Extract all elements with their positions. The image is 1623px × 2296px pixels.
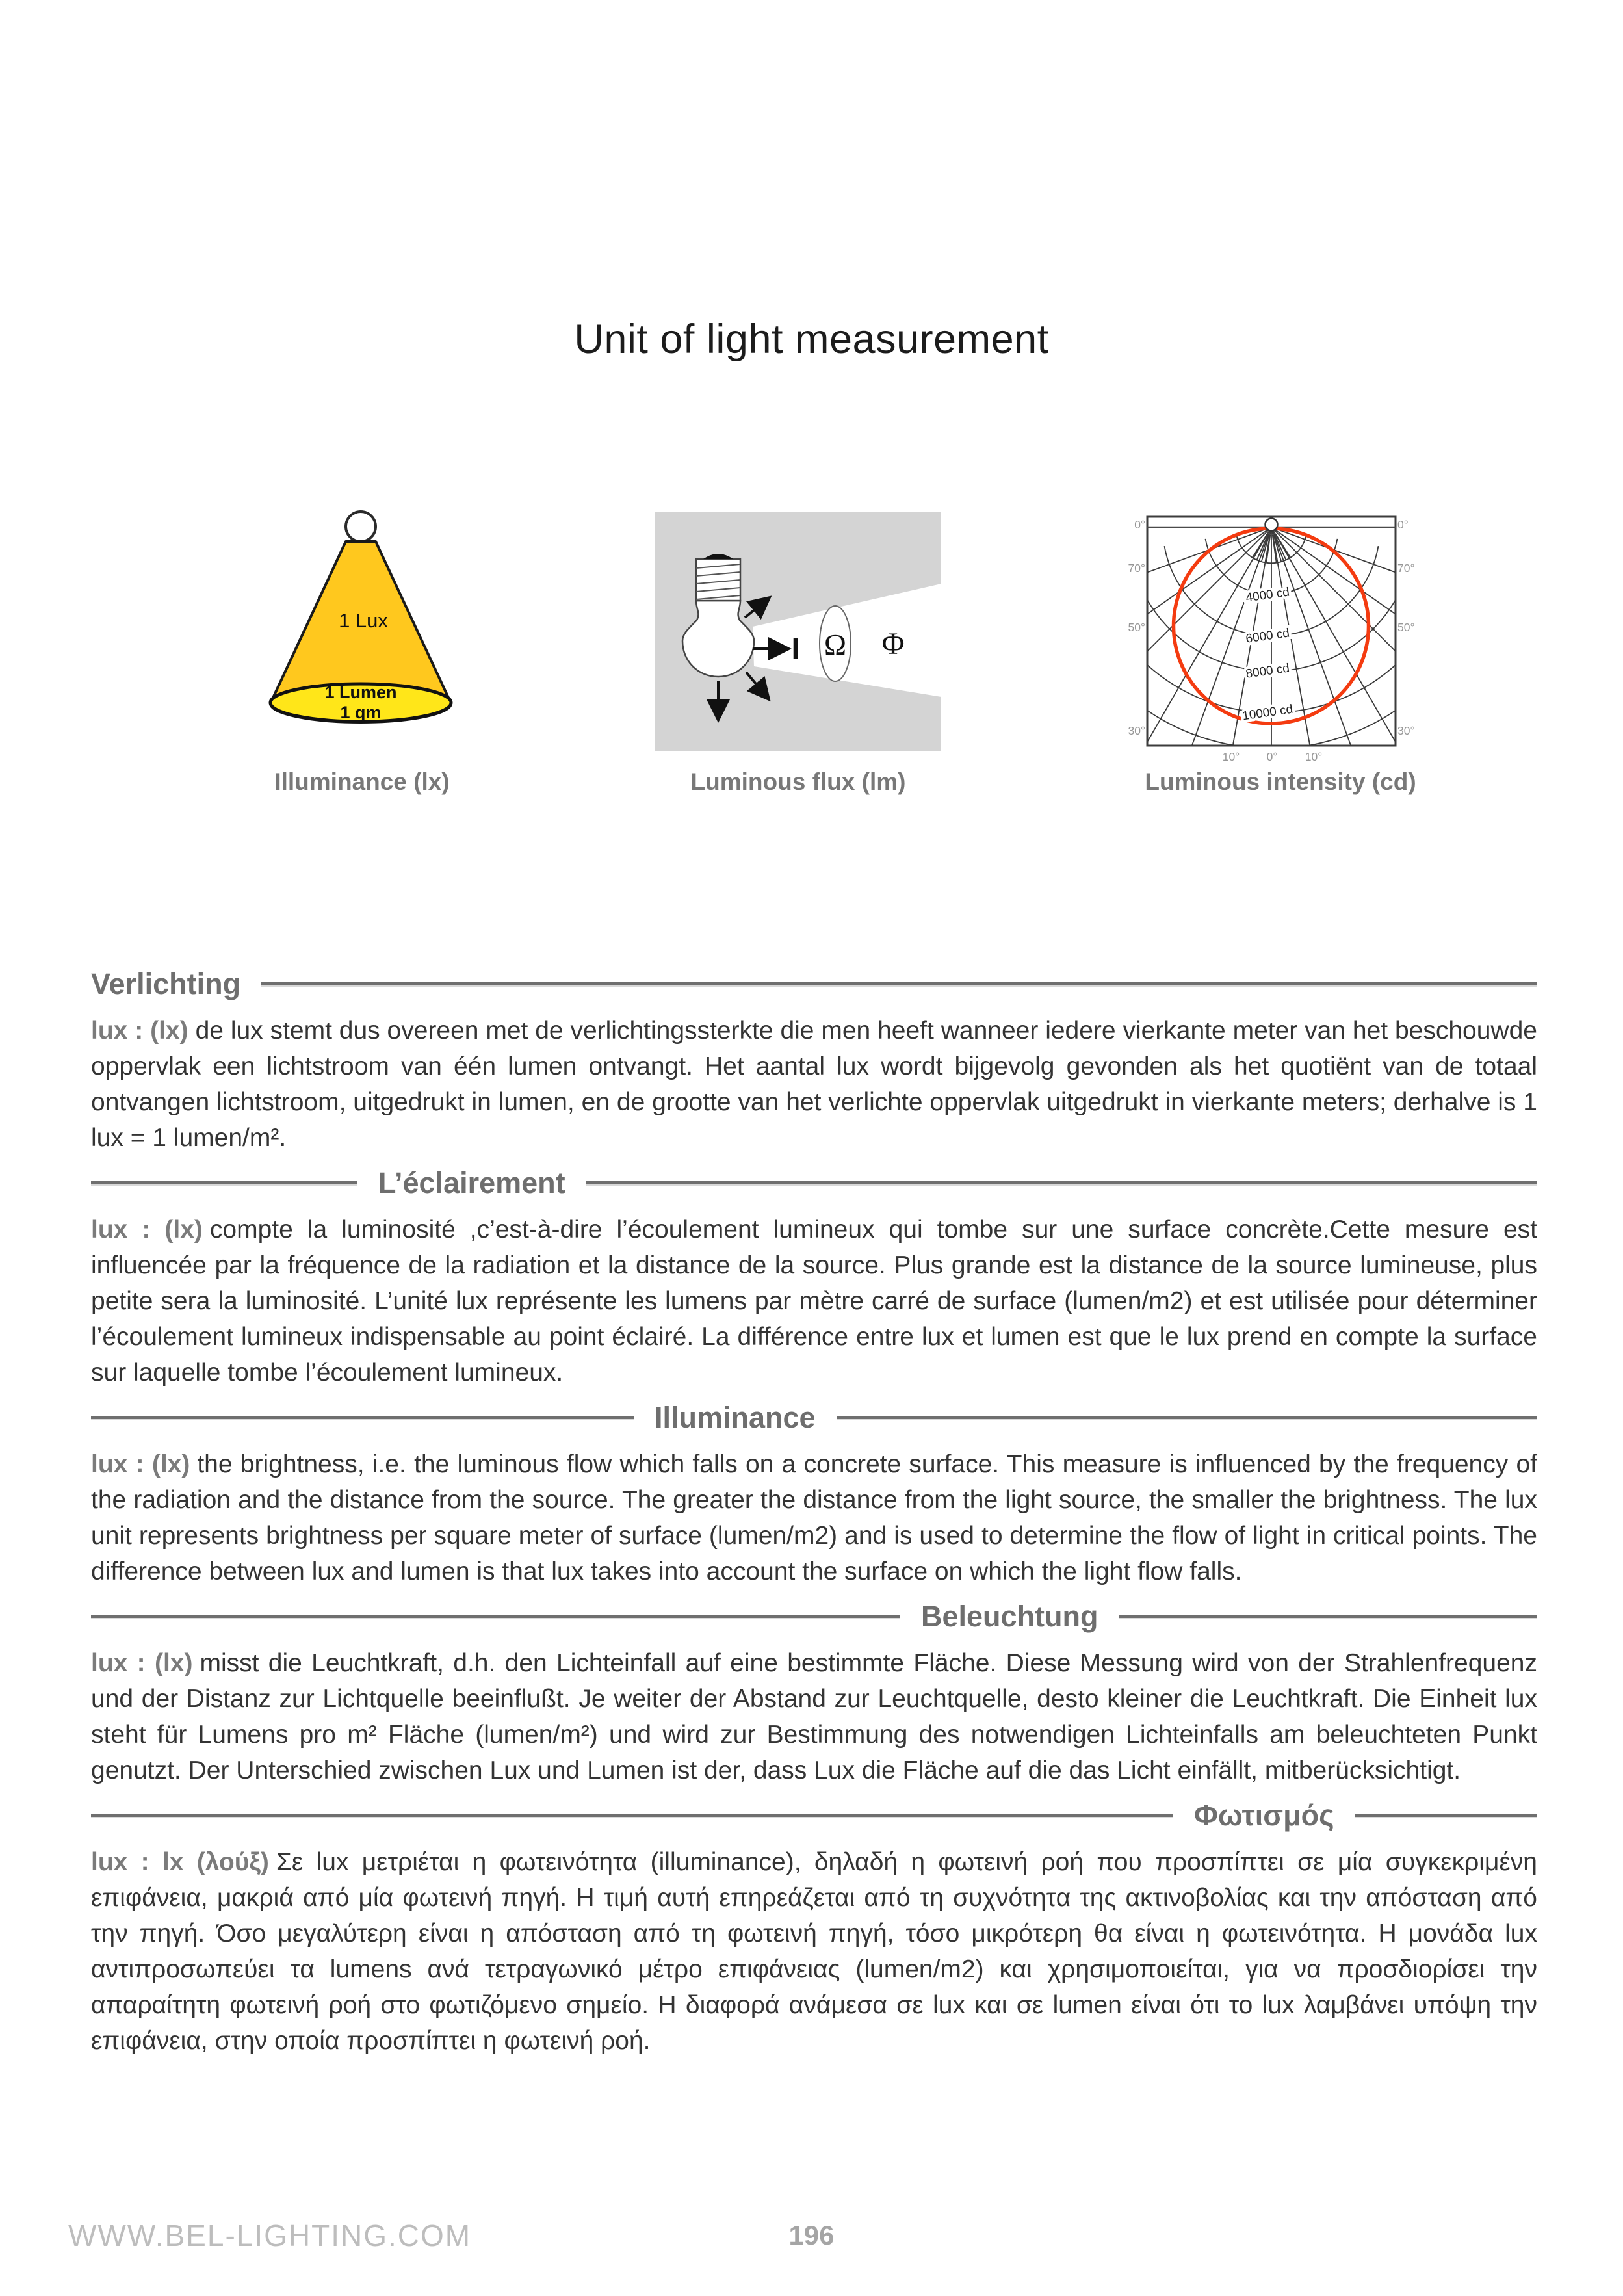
section-paragraph — [91, 1645, 1537, 1788]
lux-lead: lux : (lx) — [91, 1216, 203, 1244]
angle-right-70: 70° — [1397, 562, 1415, 575]
section-paragraph — [91, 1844, 1537, 2059]
section-body-text: Σε lux μετριέται η φωτεινότητα (illuminance), δηλαδή η φωτεινή ροή που προσπίπτει σε μία συγκεκριμένη επιφάνεια, μακριά από μία φωτεινή πηγή. Η τιμή αυτή επηρεάζεται από τη συχνότητα της ακτινοβολίας και την απόσταση από την πηγή. Όσο μεγαλύτερη είναι η απόσταση από τη φωτεινή πηγή, τόσο μικρότερη θα είναι η φωτεινότητα. Η μονάδα lux αντιπροσωπεύει τα lumens ανά τετραγωνικό μέτρο επιφάνειας (lumen/m2) και χρησιμοποιείται, για να προσδιορίσει την απαραίτητη φωτεινή ροή στο φωτιζόμενο σημείο. Η διαφορά ανάμεσα σε lux και σε lumen είναι ότι το lux λαμβάνει υπόψη την επιφάνεια, στην οποία προσπίπτει η φωτεινή ροή. — [91, 1848, 1537, 2055]
lux-lead: lux : lx (λούξ) — [91, 1848, 269, 1876]
section-heading-row — [91, 967, 1537, 1001]
section-heading-row — [91, 1799, 1537, 1833]
section-heading: Verlichting — [91, 967, 241, 1000]
angle-right-0: 0° — [1397, 518, 1409, 531]
heading-rule — [91, 1615, 900, 1619]
caption-luminous-intensity: Luminous intensity (cd) — [1145, 768, 1416, 795]
section-heading: Beleuchtung — [921, 1600, 1098, 1633]
luminous-flux-diagram — [655, 512, 941, 751]
section-paragraph — [91, 1446, 1537, 1589]
lux-lead: lux : (lx) — [91, 1450, 190, 1478]
section-body-text: misst die Leuchtkraft, d.h. den Lichteinfall auf eine bestimmte Fläche. Diese Messung wird von der Strahlenfrequenz und der Distanz zur Lichtquelle beeinflußt. Je weiter der Abstand zur Leuchtquelle, desto kleiner die Leuchtkraft. Die Einheit lux steht für Lumens pro m² Fläche (lumen/m²) und wird zur Bestimmung des notwendigen Lichteinfalls am beleuchteten Punkt genutzt. Der Unterschied zwischen Lux und Lumen ist der, dass Lux die Fläche auf die das Licht einfällt, mitberücksichtigt. — [91, 1649, 1537, 1784]
polar-intensity-diagram — [1108, 512, 1453, 785]
section-paragraph — [91, 1212, 1537, 1390]
angle-bottom-10r: 10° — [1305, 750, 1323, 763]
angle-left-70: 70° — [1128, 562, 1145, 575]
solid-angle-symbol: Ω — [824, 628, 847, 661]
section-german — [91, 1600, 1537, 1788]
angle-right-50: 50° — [1397, 621, 1415, 634]
heading-rule — [837, 1416, 1537, 1420]
angle-bottom-0: 0° — [1266, 750, 1278, 763]
intensity-symbol: I — [791, 632, 800, 666]
section-body-text: the brightness, i.e. the luminous flow which falls on a concrete surface. This measure is influenced by the frequency of the radiation and the distance from the source. The greater the distance from the light source, the smaller the brightness. The lux unit represents brightness per square meter of surface (lumen/m2) and is used to determine the flow of light in critical points. The difference between lux and lumen is that lux takes into account the surface on which the light flow falls. — [91, 1450, 1537, 1585]
section-french — [91, 1166, 1537, 1390]
ring-label-10000: 10000 cd — [1241, 702, 1294, 724]
flux-symbol: Φ — [881, 627, 905, 661]
base-label-lumen: 1 Lumen — [324, 683, 397, 702]
heading-rule — [586, 1181, 1537, 1186]
section-greek — [91, 1799, 1537, 2059]
caption-illuminance: Illuminance (lx) — [274, 768, 450, 795]
heading-rule — [1355, 1814, 1538, 1818]
definition-sections — [91, 967, 1537, 2069]
section-heading: L’éclairement — [378, 1166, 565, 1199]
base-label-qm: 1 qm — [340, 703, 382, 722]
figure-illuminance — [216, 509, 508, 821]
footer-page-number: 196 — [788, 2220, 835, 2250]
section-heading: Φωτισμός — [1194, 1799, 1334, 1832]
angle-left-30: 30° — [1128, 724, 1145, 737]
heading-rule — [91, 1416, 634, 1420]
heading-rule — [91, 1814, 1173, 1818]
figure-luminous-intensity — [1108, 509, 1453, 821]
section-paragraph — [91, 1013, 1537, 1156]
section-body-text: compte la luminosité ,c’est-à-dire l’écoulement lumineux qui tombe sur une surface concrète.Cette mesure est influencée par la fréquence de la radiation et la distance de la source. Plus grande est la distance de la source lumineuse, plus petite sera la luminosité. L’unité lux représente les lumens par mètre carré de surface (lumen/m2) et est utilisée pour déterminer l’écoulement lumineux indispensable au point éclairé. La différence entre lux et lumen est que le lux prend en compte la surface sur laquelle tombe l’écoulement lumineux. — [91, 1216, 1538, 1387]
ring-label-4000: 4000 cd — [1245, 585, 1291, 605]
lux-lead: lux : (lx) — [91, 1649, 193, 1677]
heading-rule — [261, 982, 1537, 987]
illuminance-cone-diagram — [268, 509, 456, 727]
caption-luminous-flux: Luminous flux (lm) — [690, 768, 906, 795]
angle-left-50: 50° — [1128, 621, 1145, 634]
angle-right-30: 30° — [1397, 724, 1415, 737]
bulb-icon — [346, 512, 376, 541]
section-heading-row — [91, 1600, 1537, 1634]
cone-label: 1 Lux — [339, 609, 388, 632]
section-heading: Illuminance — [655, 1401, 816, 1434]
figure-luminous-flux — [652, 509, 944, 821]
lamp-icon — [1266, 519, 1278, 531]
section-heading-row — [91, 1401, 1537, 1435]
ring-label-8000: 8000 cd — [1245, 661, 1291, 681]
section-heading-row — [91, 1166, 1537, 1200]
footer-website-link[interactable]: WWW.BEL-LIGHTING.COM — [68, 2219, 472, 2252]
section-dutch — [91, 967, 1537, 1156]
heading-rule — [91, 1181, 357, 1186]
angle-bottom-10l: 10° — [1222, 750, 1240, 763]
angle-left-0: 0° — [1134, 518, 1145, 531]
lux-lead: lux : (lx) — [91, 1017, 188, 1045]
heading-rule — [1119, 1615, 1537, 1619]
section-body-text: de lux stemt dus overeen met de verlichtingssterkte die men heeft wanneer iedere vierkante meter van het beschouwde oppervlak een lichtstroom van één lumen ontvangt. Het aantal lux wordt bijgevolg gevonden als het quotiënt van de totaal ontvangen lichtstroom, uitgedrukt in lumen, en de grootte van het verlichte oppervlak uitgedrukt in vierkante meters; derhalve is 1 lux = 1 lumen/m². — [91, 1017, 1537, 1152]
ring-label-6000: 6000 cd — [1245, 626, 1291, 646]
section-english — [91, 1401, 1537, 1589]
page-title: Unit of light measurement — [574, 317, 1049, 362]
